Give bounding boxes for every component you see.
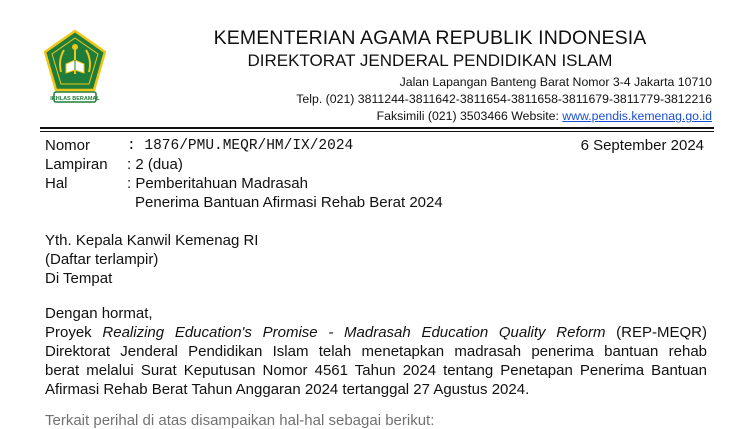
- header-divider-thick: [40, 127, 714, 129]
- hal-value-line1: : Pemberitahuan Madrasah: [127, 175, 308, 192]
- recipient-line1: Yth. Kepala Kanwil Kemenag RI: [45, 232, 259, 249]
- lampiran-label: Lampiran: [45, 156, 108, 173]
- lampiran-value: : 2 (dua): [127, 156, 183, 173]
- greeting: Dengan hormat,: [45, 305, 153, 322]
- ministry-name: KEMENTERIAN AGAMA REPUBLIK INDONESIA: [213, 27, 647, 49]
- ministry-logo: [44, 30, 106, 117]
- body-line1-prefix: Proyek: [45, 324, 103, 341]
- body-line5-cropped: Terkait perihal di atas disampaikan hal-hal sebagai berikut:: [45, 412, 435, 429]
- letter-date: 6 September 2024: [580, 137, 704, 154]
- recipient-line2: (Daftar terlampir): [45, 251, 159, 268]
- body-line2: Direktorat Jenderal Pendidikan Islam telah menetapkan madrasah penerima bantuan rehab: [45, 343, 707, 360]
- body-line1-suffix: (REP-MEQR): [605, 324, 707, 341]
- recipient-line3: Di Tempat: [45, 270, 113, 287]
- fax-website-line: [377, 109, 712, 123]
- project-name: Realizing Education's Promise - Madrasah Education Quality Reform: [102, 324, 606, 341]
- logo-motto: IKHLAS BERAMAL: [50, 96, 100, 102]
- address-line: Jalan Lapangan Banteng Barat Nomor 3-4 Jakarta 10710: [399, 75, 712, 89]
- nomor-label: Nomor: [45, 137, 91, 154]
- fax-text: Faksimili (021) 3503466 Website:: [376, 109, 563, 123]
- body-line4: Afirmasi Rehab Berat Tahun Anggaran 2024 tertanggal 27 Agustus 2024.: [45, 381, 530, 398]
- hal-value-line2: Penerima Bantuan Afirmasi Rehab Berat 2024: [135, 194, 443, 211]
- phone-line: Telp. (021) 3811244-3811642-3811654-3811658-3811679-3811779-3812216: [296, 92, 712, 106]
- hal-label: Hal: [45, 175, 68, 192]
- website-link[interactable]: www.pendis.kemenag.go.id: [562, 109, 712, 123]
- body-line1: [45, 324, 707, 341]
- directorate-name: DIREKTORAT JENDERAL PENDIDIKAN ISLAM: [247, 51, 613, 70]
- header-divider-thin: [40, 131, 714, 132]
- nomor-value: : 1876/PMU.MEQR/HM/IX/2024: [127, 138, 354, 154]
- body-line3: berat melalui Surat Keputusan Nomor 4561 Tahun 2024 tentang Penetapan Penerima Bantuan: [45, 362, 707, 379]
